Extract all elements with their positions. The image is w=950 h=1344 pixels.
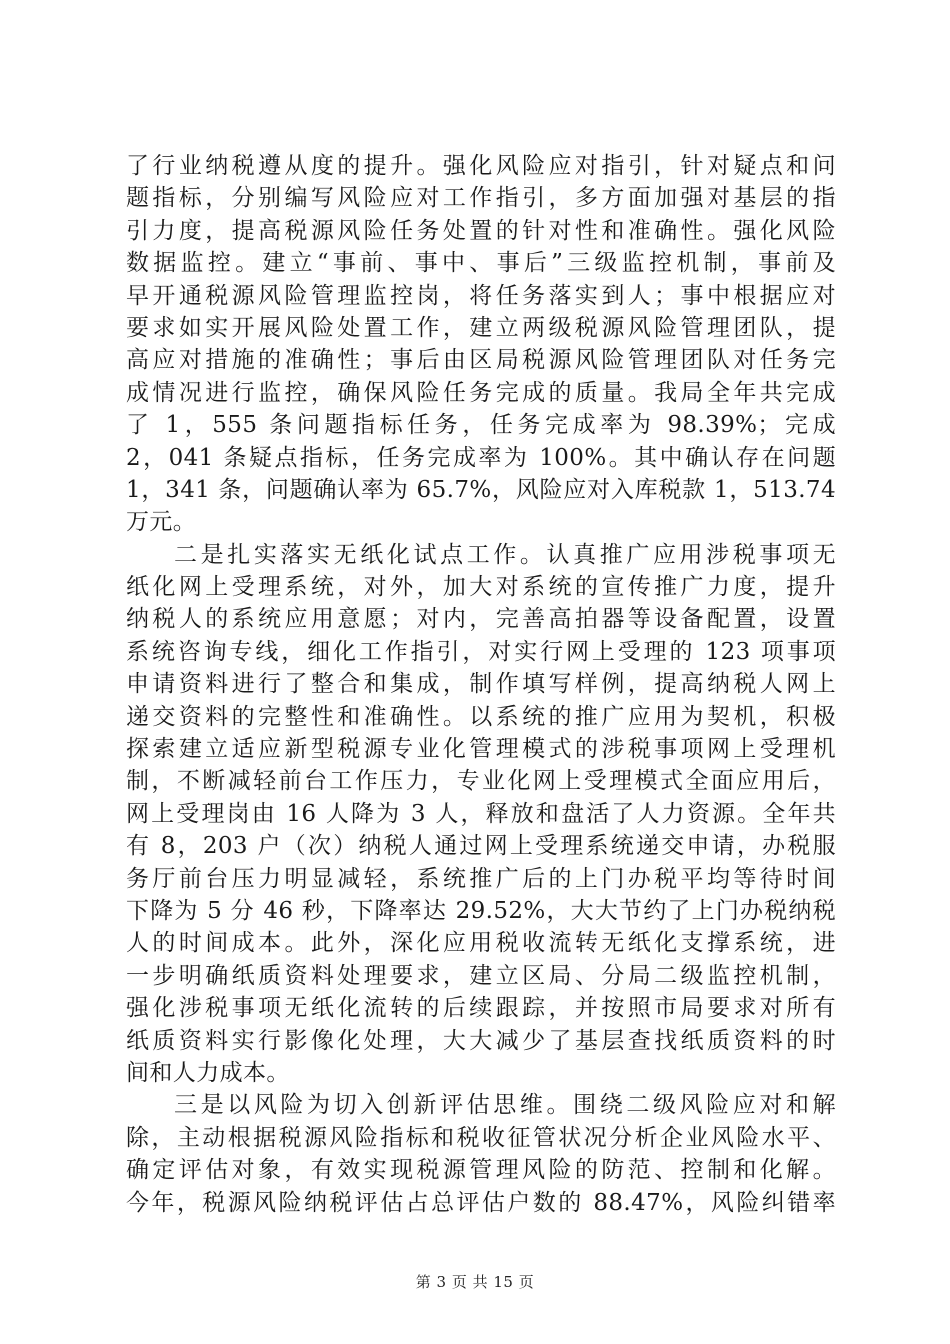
text-line: 递交资料的完整性和准确性。以系统的推广应用为契机，积极 [126, 703, 836, 730]
text-line: 高应对措施的准确性；事后由区局税源风险管理团队对任务完 [126, 347, 836, 374]
text-line: 探索建立适应新型税源专业化管理模式的涉税事项网上受理机 [126, 736, 836, 763]
text-line: 一步明确纸质资料处理要求，建立区局、分局二级监控机制， [126, 962, 836, 989]
text-line: 网上受理岗由 16 人降为 3 人，释放和盘活了人力资源。全年共 [126, 800, 836, 827]
paragraph-3 [126, 1089, 836, 1219]
text-line: 纳税人的系统应用意愿；对内，完善高拍器等设备配置，设置 [126, 606, 836, 633]
text-line: 二是扎实落实无纸化试点工作。认真推广应用涉税事项无 [174, 541, 836, 568]
text-line: 确定评估对象，有效实现税源管理风险的防范、控制和化解。 [126, 1157, 836, 1184]
text-line: 人的时间成本。此外，深化应用税收流转无纸化支撑系统，进 [126, 930, 836, 957]
text-line: 申请资料进行了整合和集成，制作填写样例，提高纳税人网上 [126, 671, 836, 698]
text-line: 有 8，203 户（次）纳税人通过网上受理系统递交申请，办税服 [126, 833, 836, 860]
text-line: 数据监控。建立“事前、事中、事后”三级监控机制，事前及 [126, 250, 836, 277]
text-line: 今年，税源风险纳税评估占总评估户数的 88.47%，风险纠错率 [126, 1189, 836, 1216]
text-line: 三是以风险为切入创新评估思维。围绕二级风险应对和解 [174, 1092, 836, 1119]
body-text [126, 150, 836, 1219]
text-line: 纸化网上受理系统，对外，加大对系统的宣传推广力度，提升 [126, 574, 836, 601]
text-line: 强化涉税事项无纸化流转的后续跟踪，并按照市局要求对所有 [126, 995, 836, 1022]
text-line: 纸质资料实行影像化处理，大大减少了基层查找纸质资料的时 [126, 1027, 836, 1054]
text-line: 下降为 5 分 46 秒，下降率达 29.52%，大大节约了上门办税纳税 [126, 897, 836, 924]
text-line: 了 1，555 条问题指标任务，任务完成率为 98.39%；完成 [126, 412, 836, 439]
text-line: 除，主动根据税源风险指标和税收征管状况分析企业风险水平、 [126, 1124, 836, 1151]
text-line: 2，041 条疑点指标，任务完成率为 100%。其中确认存在问题 [126, 444, 836, 471]
paragraph-1 [126, 150, 836, 539]
text-line: 1，341 条，问题确认率为 65.7%，风险应对入库税款 1，513.74 [126, 476, 836, 503]
text-line: 间和人力成本。 [126, 1059, 290, 1086]
text-line: 早开通税源风险管理监控岗，将任务落实到人；事中根据应对 [126, 282, 836, 309]
text-line: 万元。 [126, 509, 197, 536]
text-line: 务厅前台压力明显减轻，系统推广后的上门办税平均等待时间 [126, 865, 836, 892]
text-line: 题指标，分别编写风险应对工作指引，多方面加强对基层的指 [126, 185, 836, 212]
text-line: 要求如实开展风险处置工作，建立两级税源风险管理团队，提 [126, 314, 836, 341]
text-line: 成情况进行监控，确保风险任务完成的质量。我局全年共完成 [126, 379, 836, 406]
page-number-footer: 第 3 页 共 15 页 [415, 1273, 535, 1291]
text-line: 了行业纳税遵从度的提升。强化风险应对指引，针对疑点和问 [126, 153, 836, 179]
text-line: 制，不断减轻前台工作压力，专业化网上受理模式全面应用后， [126, 768, 836, 795]
text-line: 引力度，提高税源风险任务处置的针对性和准确性。强化风险 [126, 217, 836, 244]
paragraph-2 [126, 539, 836, 1090]
text-line: 系统咨询专线，细化工作指引，对实行网上受理的 123 项事项 [126, 638, 836, 665]
